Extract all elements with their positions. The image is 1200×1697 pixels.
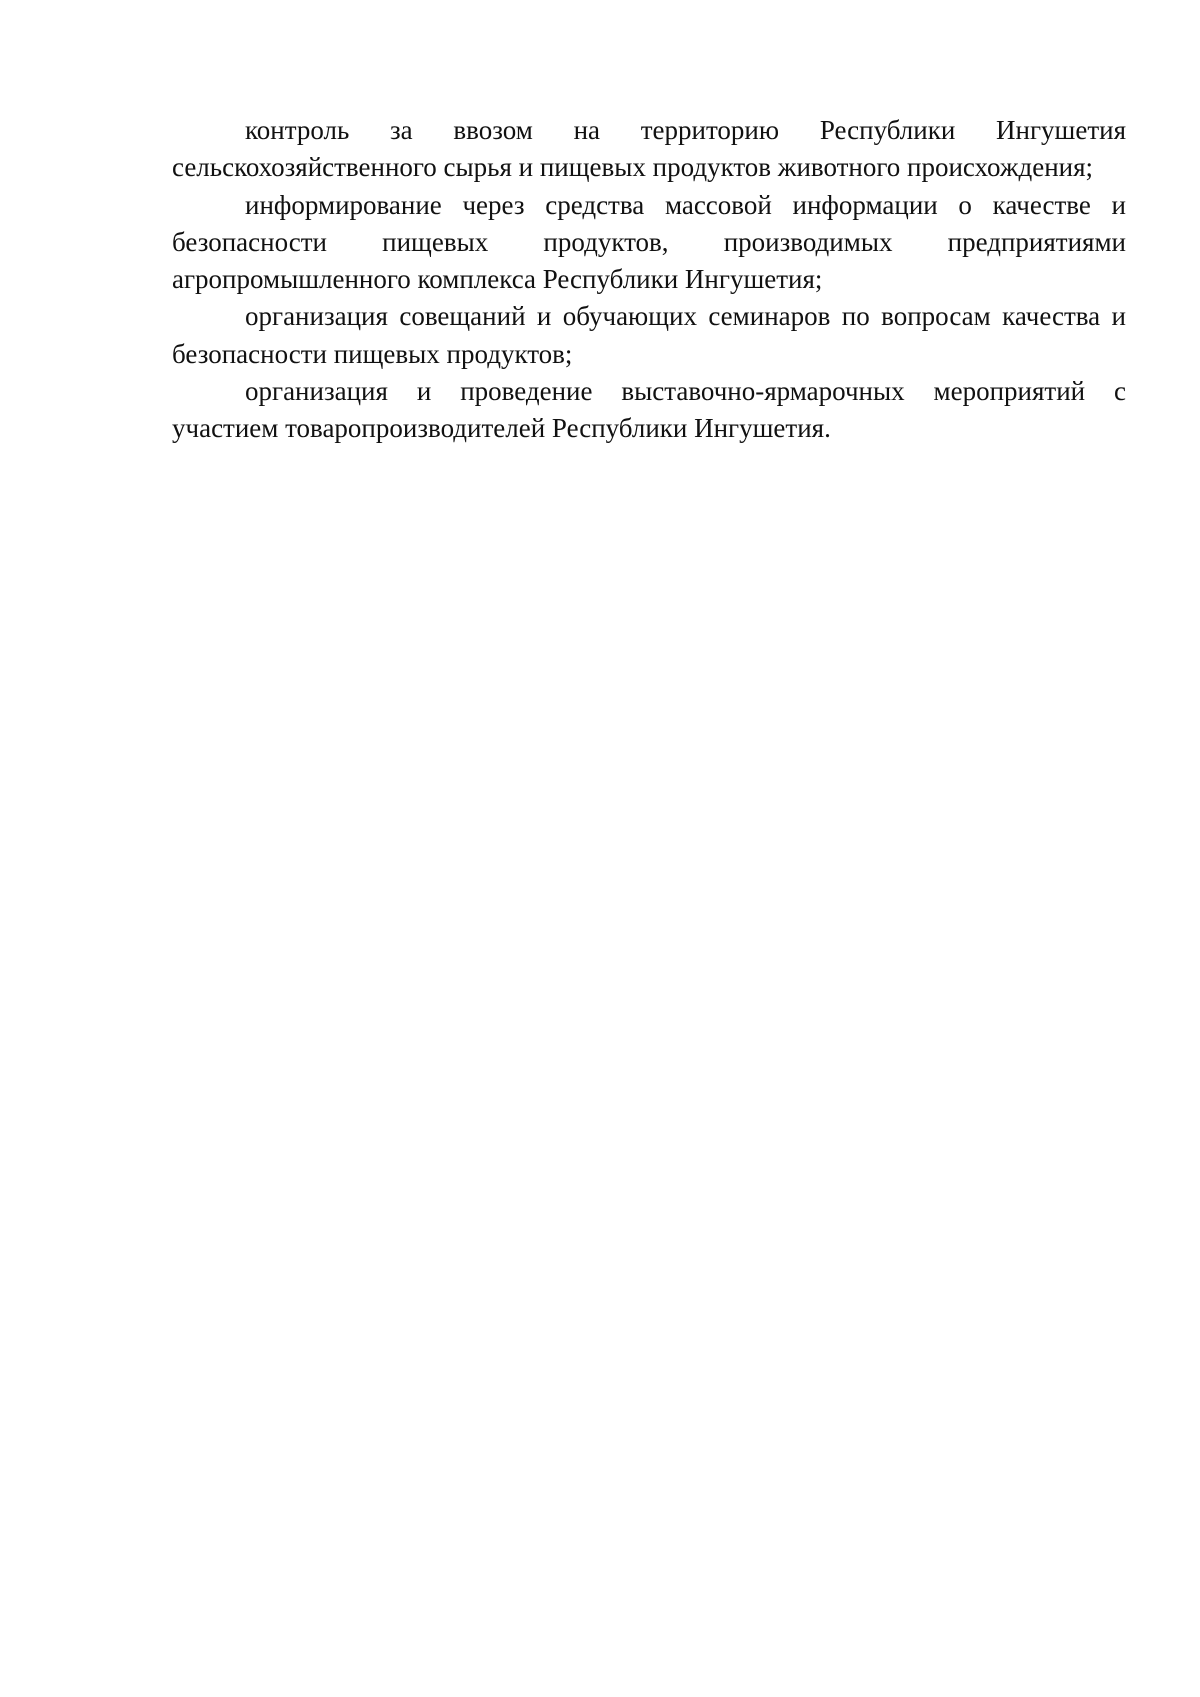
- paragraph-exhibitions-fairs: организация и проведение выставочно-ярмарочных мероприятий с участием товаропроизводителей Республики Ингушетия.: [172, 376, 1126, 444]
- paragraph-import-control: контроль за ввозом на территорию Республики Ингушетия сельскохозяйственного сырья и пищевых продуктов животного происхождения;: [172, 115, 1126, 183]
- paragraph-meetings-seminars: организация совещаний и обучающих семинаров по вопросам качества и безопасности пищевых продуктов;: [172, 301, 1126, 369]
- paragraph-media-informing: информирование через средства массовой информации о качестве и безопасности пищевых продуктов, производимых предприятиями агропромышленного комплекса Республики Ингушетия;: [172, 189, 1126, 295]
- document-body: [172, 112, 1126, 448]
